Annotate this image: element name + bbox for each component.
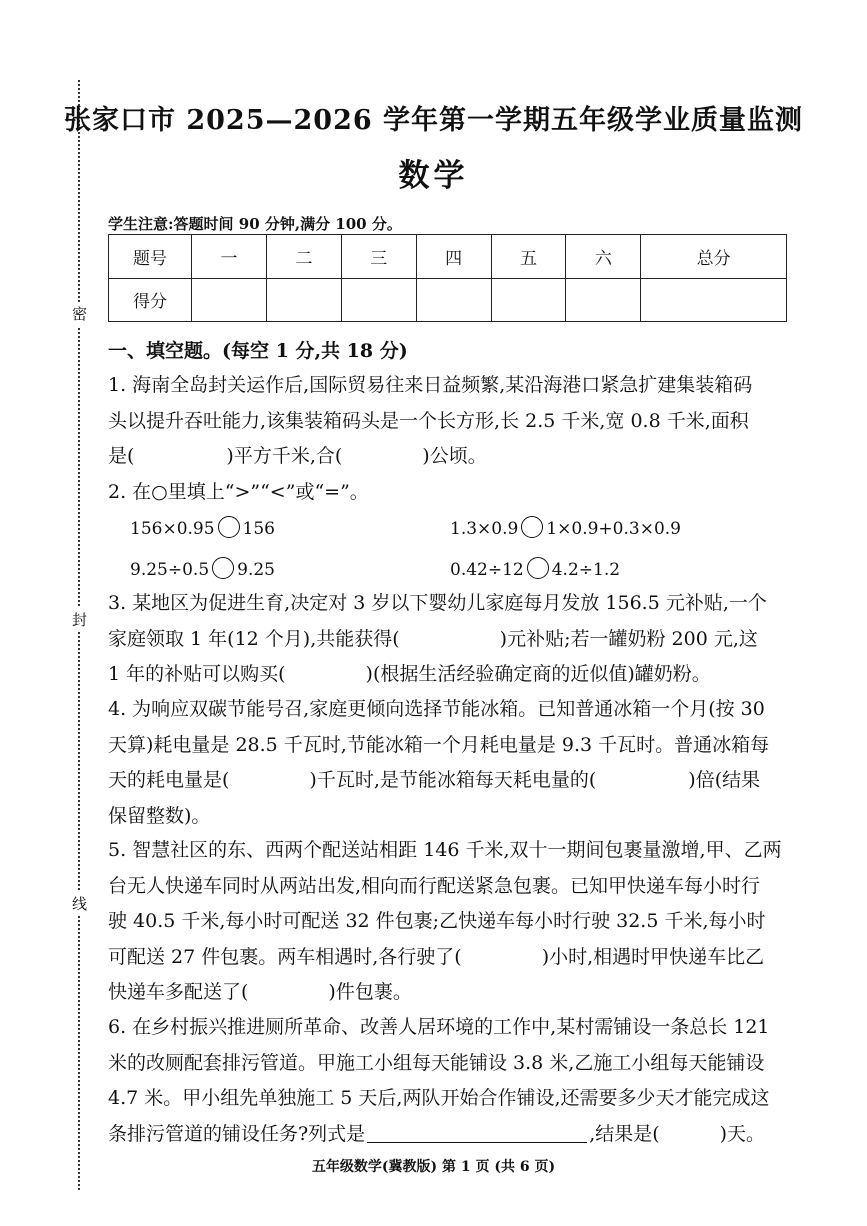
score-cell-3[interactable] <box>341 278 416 322</box>
q6-line2: 米的改厕配套排污管道。甲施工小组每天能铺设 3.8 米,乙施工小组每天能铺设 <box>108 1051 765 1074</box>
score-table-score-row <box>109 278 787 322</box>
q1-line3 <box>108 439 788 475</box>
q1-text-a: 是( <box>108 445 135 467</box>
q4-line1: 4. 为响应双碳节能号召,家庭更倾向选择节能冰箱。已知普通冰箱一个月(按 30 <box>108 698 765 720</box>
header-cell-3: 三 <box>341 235 416 279</box>
q2-compare-1 <box>130 516 275 539</box>
header-cell-1: 一 <box>192 235 267 279</box>
q1-text-c: )公顷。 <box>422 445 487 467</box>
q5-text-a: 可配送 27 件包裹。两车相遇时,各行驶了( <box>108 945 462 968</box>
q6-line1: 6. 在乡村振兴推进厕所革命、改善人居环境的工作中,某村需铺设一条总长 121 <box>108 1016 770 1038</box>
question-5 <box>108 833 788 1011</box>
q3-text-a: 家庭领取 1 年(12 个月),共能获得( <box>108 627 400 650</box>
q5-text-d: )件包裹。 <box>328 981 412 1003</box>
q3-line2 <box>108 622 788 658</box>
q3-text-c: 1 年的补贴可以购买( <box>108 663 286 685</box>
question-4 <box>108 692 788 834</box>
header-cell-label: 题号 <box>109 235 192 279</box>
margin-label-line: 线 <box>72 892 87 916</box>
q4-line3 <box>108 763 788 799</box>
q2-c1-left: 156×0.95 <box>130 519 215 539</box>
q2-c4-left: 0.42÷12 <box>450 560 524 580</box>
score-cell-5[interactable] <box>491 278 566 322</box>
margin-label-envelope: 封 <box>72 608 87 632</box>
q5-line2: 台无人快递车同时从两站出发,相向而行配送紧急包裹。已知甲快递车每小时行 <box>108 874 761 897</box>
q6-text-b: ,结果是( <box>589 1122 660 1145</box>
subject-title: 数学 <box>398 158 469 194</box>
q5-line4 <box>108 940 788 976</box>
header-cell-4: 四 <box>416 235 491 279</box>
score-cell-1[interactable] <box>192 278 267 322</box>
binding-dotted-line <box>78 80 80 1190</box>
q6-line4 <box>108 1117 788 1153</box>
q3-line1: 3. 某地区为促进生育,决定对 3 岁以下婴幼儿家庭每月发放 156.5 元补贴,一个 <box>108 592 767 614</box>
q2-c4-circle[interactable] <box>527 557 549 579</box>
question-1 <box>108 368 788 475</box>
q4-text-b: )千瓦时,是节能冰箱每天耗电量的( <box>309 769 597 791</box>
q3-text-d: )(根据生活经验确定商的近似值)罐奶粉。 <box>365 663 711 685</box>
q2-c1-right: 156 <box>242 519 275 539</box>
question-2-prompt: 2. 在○里填上“>”“<”或“=”。 <box>108 481 369 503</box>
q6-text-c: )天。 <box>719 1122 766 1145</box>
q4-text-a: 天的耗电量是( <box>108 769 230 791</box>
q1-line2: 头以提升吞吐能力,该集装箱码头是一个长方形,长 2.5 千米,宽 0.8 千米,面积 <box>108 409 749 432</box>
q2-c2-circle[interactable] <box>521 516 543 538</box>
score-cell-6[interactable] <box>566 278 641 322</box>
exam-title: 张家口市 2025—2026 学年第一学期五年级学业质量监测 <box>63 105 804 136</box>
header-cell-5: 五 <box>491 235 566 279</box>
q6-line3: 4.7 米。甲小组先单独施工 5 天后,两队开始合作铺设,还需要多少天才能完成这 <box>108 1087 770 1109</box>
q6-text-a: 条排污管道的铺设任务?列式是 <box>108 1122 366 1145</box>
header-cell-6: 六 <box>566 235 641 279</box>
q3-text-b: )元补贴;若一罐奶粉 200 元,这 <box>499 627 758 650</box>
q6-formula-line[interactable] <box>367 1122 587 1143</box>
q2-c2-left: 1.3×0.9 <box>450 519 519 539</box>
q4-line2: 天算)耗电量是 28.5 千瓦时,节能冰箱一个月耗电量是 9.3 千瓦时。普通冰箱每 <box>108 733 770 756</box>
q1-line1: 1. 海南全岛封关运作后,国际贸易往来日益频繁,某沿海港口紧急扩建集装箱码 <box>108 374 753 396</box>
q1-text-b: )平方千米,合( <box>226 445 343 467</box>
q2-compare-2 <box>450 516 681 539</box>
q5-text-c: 快递车多配送了( <box>108 981 249 1003</box>
q2-c1-circle[interactable] <box>218 516 240 538</box>
header-cell-2: 二 <box>266 235 341 279</box>
q2-c4-right: 4.2÷1.2 <box>551 560 621 580</box>
page-footer: 五年级数学(冀教版) 第 1 页 (共 6 页) <box>311 1159 556 1175</box>
score-cell-total[interactable] <box>641 278 787 322</box>
q2-c3-circle[interactable] <box>212 557 234 579</box>
score-table-header-row <box>109 235 787 279</box>
q5-line1: 5. 智慧社区的东、西两个配送站相距 146 千米,双十一期间包裹量激增,甲、乙两 <box>108 839 782 861</box>
margin-label-seal: 密 <box>72 302 87 326</box>
q2-c2-right: 1×0.9+0.3×0.9 <box>546 519 681 539</box>
q4-line4: 保留整数)。 <box>108 804 211 827</box>
student-notice: 学生注意:答题时间 90 分钟,满分 100 分。 <box>108 215 402 233</box>
question-6 <box>108 1010 788 1152</box>
q4-text-c: )倍(结果 <box>688 769 761 791</box>
q2-compare-3 <box>130 557 275 580</box>
q5-line3: 驶 40.5 千米,每小时可配送 32 件包裹;乙快递车每小时行驶 32.5 千米,每小时 <box>108 910 766 932</box>
q3-line3 <box>108 657 788 693</box>
q5-line5 <box>108 975 788 1011</box>
q5-text-b: )小时,相遇时甲快递车比乙 <box>541 945 765 968</box>
section-1-title: 一、填空题。(每空 1 分,共 18 分) <box>108 340 408 362</box>
score-table <box>108 234 787 322</box>
score-row-label: 得分 <box>109 278 192 322</box>
q2-compare-4 <box>450 557 620 580</box>
question-3 <box>108 586 788 693</box>
q2-c3-left: 9.25÷0.5 <box>130 560 210 580</box>
score-cell-4[interactable] <box>416 278 491 322</box>
q2-c3-right: 9.25 <box>237 560 275 580</box>
score-cell-2[interactable] <box>266 278 341 322</box>
header-cell-total: 总分 <box>641 235 787 279</box>
